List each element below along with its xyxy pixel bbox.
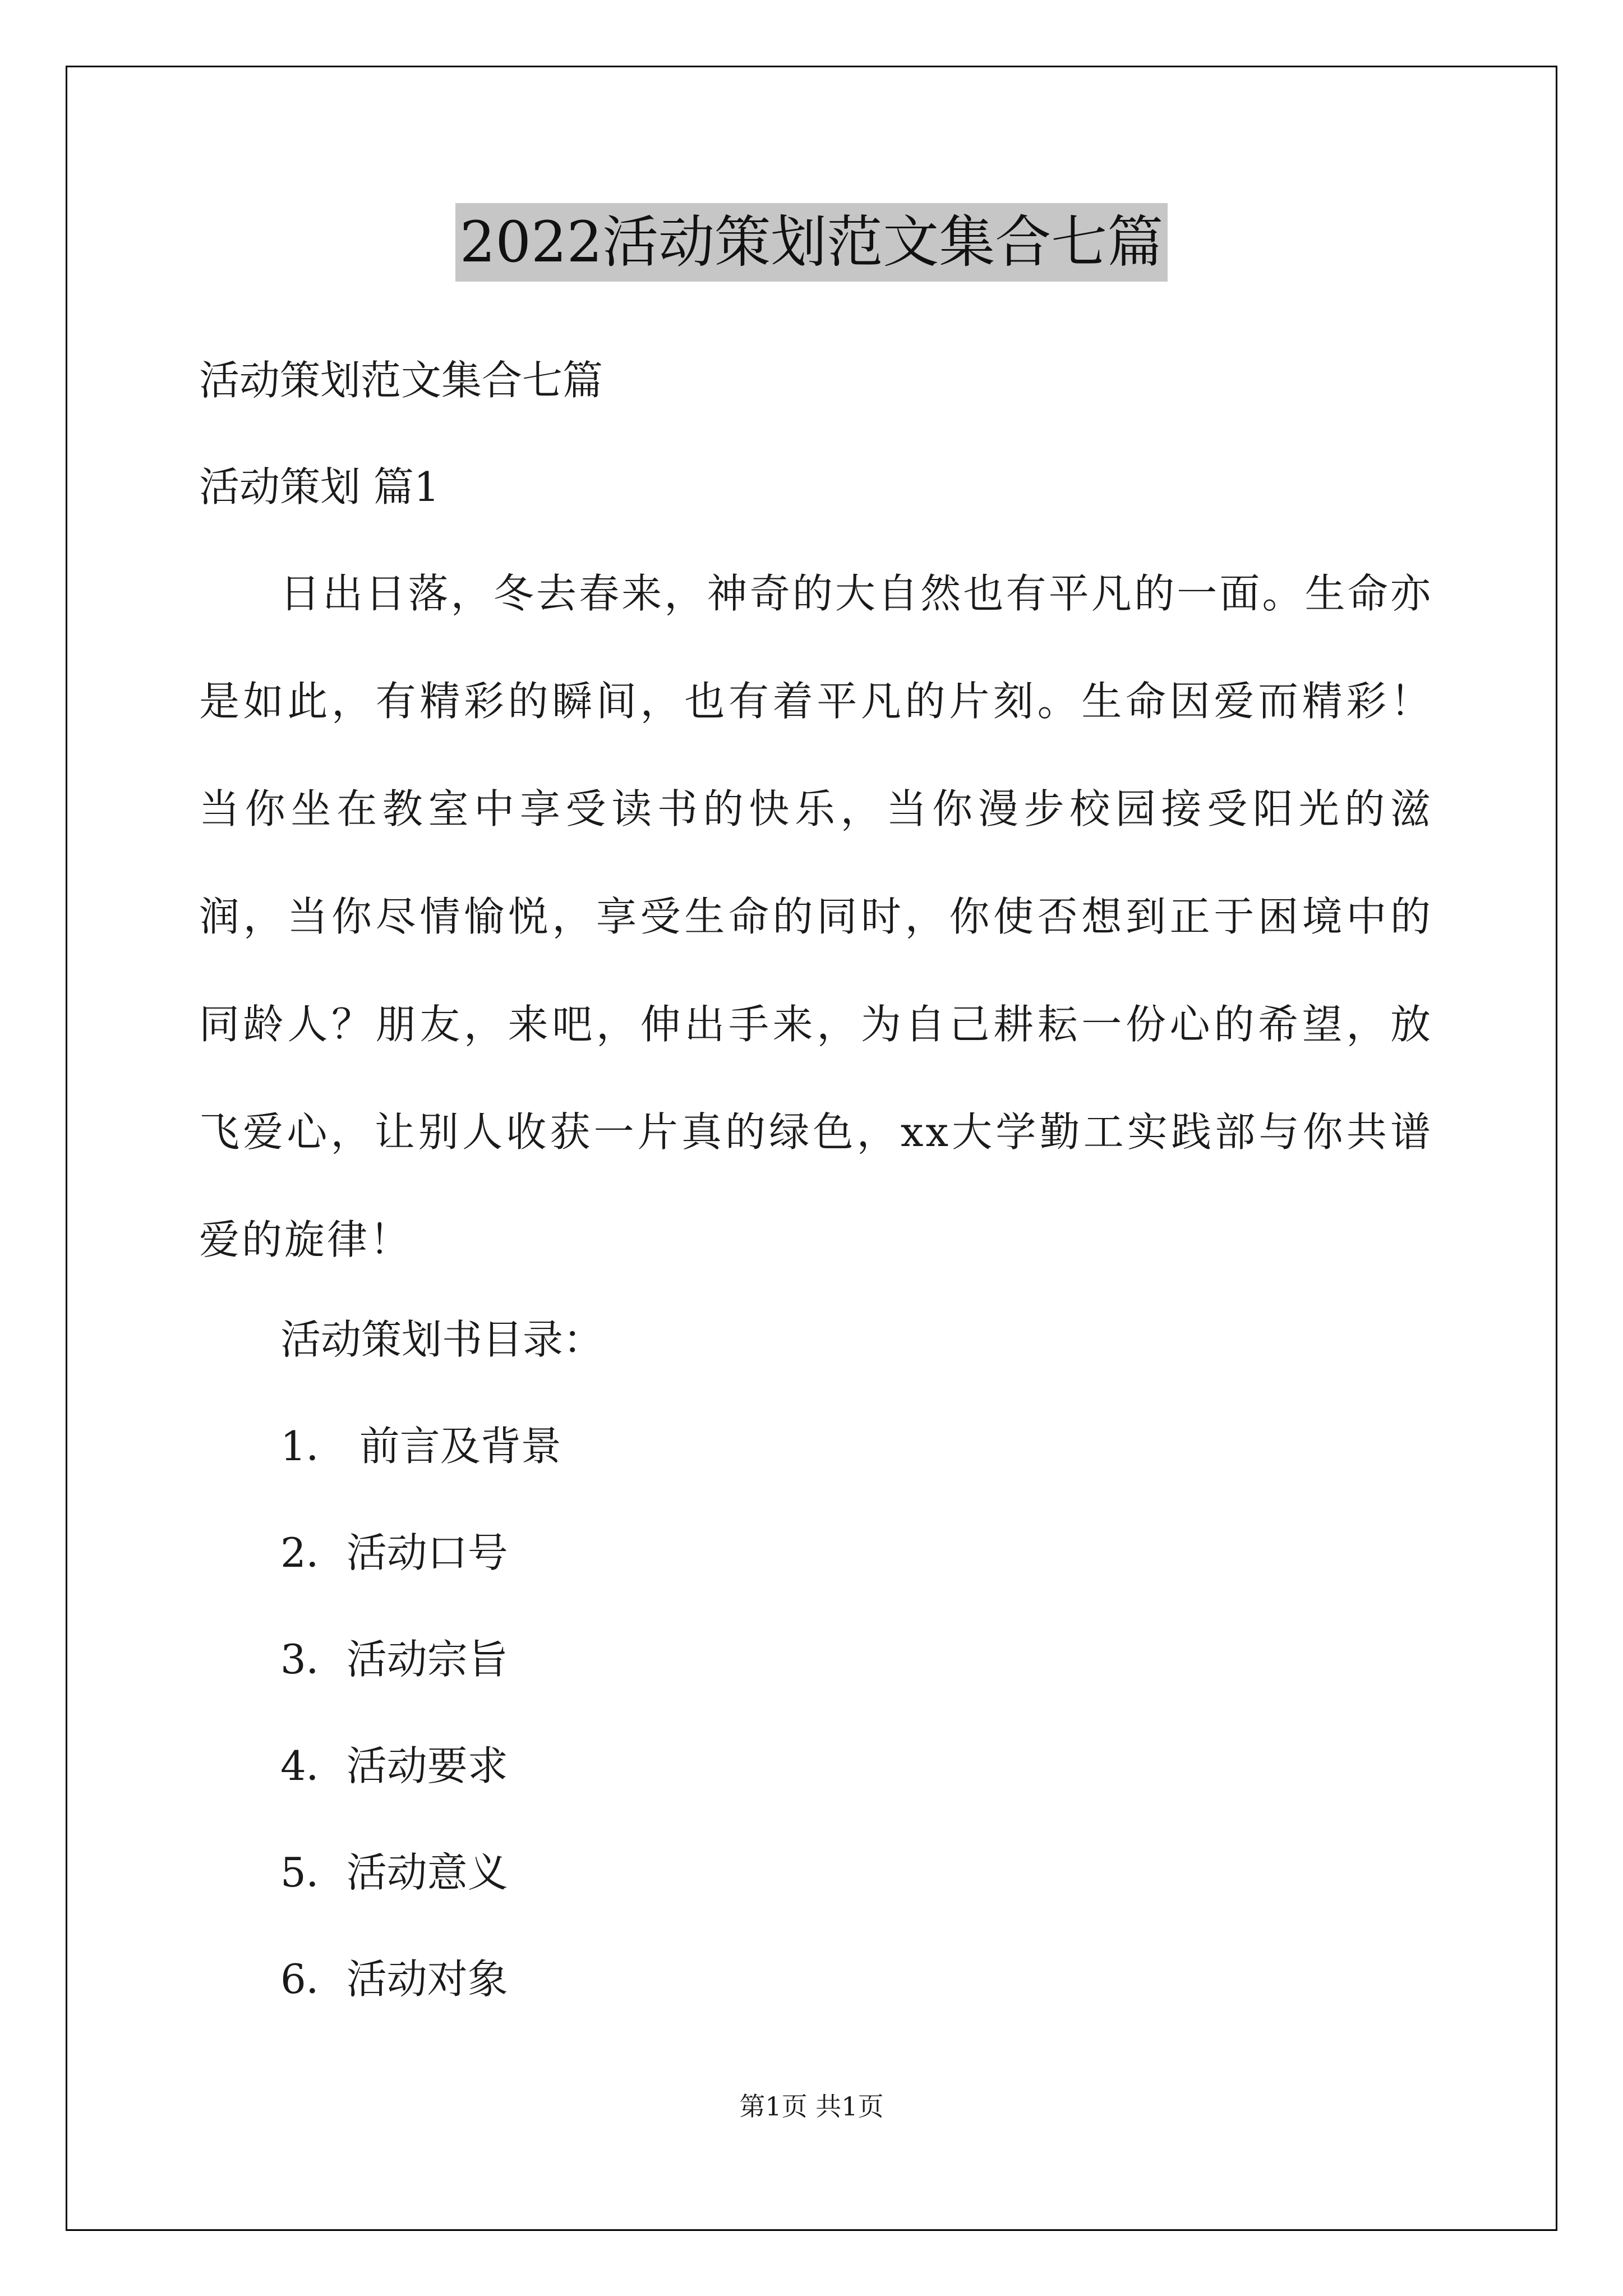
page-footer: 第1页 共1页 — [739, 2091, 884, 2122]
document-subtitle: 活动策划范文集合七篇 — [199, 357, 603, 404]
toc-item: 4．活动要求 — [280, 1742, 508, 1789]
toc-item: 5．活动意义 — [280, 1849, 508, 1896]
toc-item: 1． 前言及背景 — [280, 1423, 561, 1470]
toc-item: 3．活动宗旨 — [280, 1636, 508, 1683]
toc-item: 2．活动口号 — [280, 1529, 508, 1576]
document-title: 2022活动策划范文集合七篇 — [455, 203, 1168, 282]
section-heading: 活动策划 篇1 — [199, 463, 440, 510]
toc-heading: 活动策划书目录： — [280, 1316, 604, 1363]
title-container — [0, 203, 1623, 282]
toc-item: 6．活动对象 — [280, 1955, 508, 2003]
intro-paragraph: 日出日落，冬去春来，神奇的大自然也有平凡的一面。生命亦是如此，有精彩的瞬间，也有着平凡的片刻。生命因爱而精彩！当你坐在教室中享受读书的快乐，当你漫步校园接受阳光的滋润，当你尽情愉悦，享受生命的同时，你使否想到正于困境中的同龄人？朋友，来吧，伸出手来，为自己耕耘一份心的希望，放飞爱心，让别人收获一片真的绿色，xx大学勤工实践部与你共谱爱的旋律！ — [199, 570, 1433, 1263]
